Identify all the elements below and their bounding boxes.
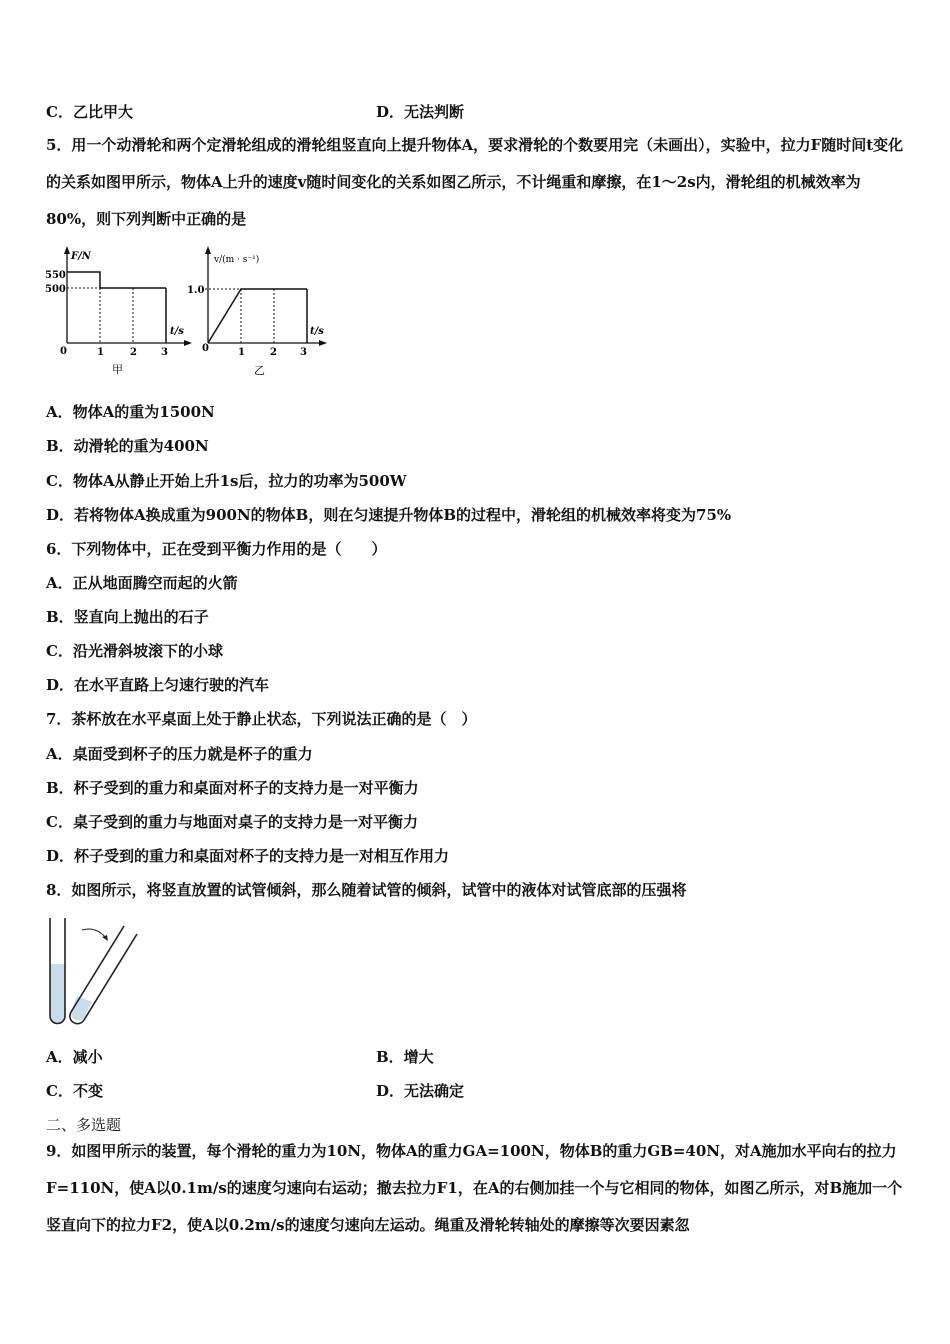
q6-option-c: C．沿光滑斜坡滚下的小球 bbox=[46, 642, 223, 660]
q8-option-a: A．减小 bbox=[46, 1048, 103, 1066]
chart-yi-ytick-1: 1.0 bbox=[187, 285, 205, 296]
chart-jia-ylabel: F/N bbox=[71, 251, 91, 262]
q8-option-d: D．无法确定 bbox=[376, 1082, 465, 1100]
q8-stem: 8．如图所示，将竖直放置的试管倾斜，那么随着试管的倾斜，试管中的液体对试管底部的压强将 bbox=[46, 881, 687, 899]
tilt-arrow-icon bbox=[82, 929, 106, 938]
chart-jia bbox=[44, 243, 194, 375]
section-heading: 二、多选题 bbox=[46, 1116, 122, 1134]
chart-yi-line bbox=[208, 289, 307, 343]
chart-yi-title: 乙 bbox=[254, 364, 265, 375]
q6-option-a: A．正从地面腾空而起的火箭 bbox=[46, 574, 238, 592]
q8-option-c: C．不变 bbox=[46, 1082, 103, 1100]
chart-yi-xtick-0: 0 bbox=[202, 343, 209, 354]
chart-yi-xtick-2: 2 bbox=[270, 347, 277, 358]
q7-option-b: B．杯子受到的重力和桌面对杯子的支持力是一对平衡力 bbox=[46, 779, 419, 797]
chart-yi bbox=[184, 243, 334, 375]
chart-yi-xtick-1: 1 bbox=[238, 347, 245, 358]
q5-stem: 5．用一个动滑轮和两个定滑轮组成的滑轮组竖直向上提升物体A，要求滑轮的个数要用完（未画出），实验中，拉力F随时间t变化的关系如图甲所示，物体A上升的速度v随时间变化的关系如图乙所示，不计绳重和摩擦，在1～2s内，滑轮组的机械效率为80%，则下列判断中正确的是 bbox=[46, 136, 904, 228]
q6-stem: 6．下列物体中，正在受到平衡力作用的是（ ） bbox=[46, 540, 387, 558]
chart-yi-xtick-3: 3 bbox=[300, 347, 307, 358]
test-tube-figure bbox=[44, 914, 144, 1030]
q4-option-d: D．无法判断 bbox=[376, 103, 465, 121]
chart-jia-xtick-1: 1 bbox=[97, 347, 104, 358]
vertical-tube-liquid bbox=[50, 964, 65, 1024]
q5-option-c: C．物体A从静止开始上升1s后，拉力的功率为500W bbox=[46, 472, 407, 490]
q8-option-b: B．增大 bbox=[376, 1048, 434, 1066]
q9-stem: 9．如图甲所示的装置，每个滑轮的重力为10N，物体A的重力GA=100N，物体B的重力GB=40N，对A施加水平向右的拉力F=110N，使A以0.1m/s的速度匀速向右运动；撤去拉力F1，在A的右侧加挂一个与它相同的物体，如图乙所示，对B施加一个竖直向下的拉力F2，使A以0.2m/s的速度匀速向左运动。绳重及滑轮转轴处的摩擦等次要因素忽 bbox=[46, 1142, 903, 1234]
q4-option-c: C．乙比甲大 bbox=[46, 103, 133, 121]
q7-option-a: A．桌面受到杯子的压力就是杯子的重力 bbox=[46, 745, 313, 763]
chart-jia-series bbox=[67, 272, 166, 343]
chart-yi-xlabel: t/s bbox=[310, 326, 324, 337]
chart-yi-ylabel: v/(m · s⁻¹) bbox=[214, 255, 260, 265]
chart-jia-xtick-3: 3 bbox=[161, 347, 168, 358]
chart-jia-title: 甲 bbox=[112, 363, 123, 375]
q7-stem: 7．茶杯放在水平桌面上处于静止状态，下列说法正确的是（ ） bbox=[46, 710, 477, 728]
q7-option-d: D．杯子受到的重力和桌面对杯子的支持力是一对相互作用力 bbox=[46, 847, 450, 865]
chart-jia-xlabel: t/s bbox=[170, 326, 184, 337]
q6-option-d: D．在水平直路上匀速行驶的汽车 bbox=[46, 676, 270, 694]
chart-jia-ytick-550: 550 bbox=[45, 270, 66, 281]
chart-jia-line bbox=[67, 272, 166, 288]
chart-jia-xtick-2: 2 bbox=[130, 347, 137, 358]
q5-option-a: A．物体A的重为1500N bbox=[46, 403, 215, 421]
chart-jia-ytick-500: 500 bbox=[45, 284, 66, 295]
chart-jia-xtick-0: 0 bbox=[60, 346, 67, 357]
q6-option-b: B．竖直向上抛出的石子 bbox=[46, 608, 209, 626]
q7-option-c: C．桌子受到的重力与地面对桌子的支持力是一对平衡力 bbox=[46, 813, 418, 831]
q5-option-d: D．若将物体A换成重为900N的物体B，则在匀速提升物体B的过程中，滑轮组的机械效率将变为75% bbox=[46, 506, 732, 524]
q5-option-b: B．动滑轮的重为400N bbox=[46, 437, 209, 455]
